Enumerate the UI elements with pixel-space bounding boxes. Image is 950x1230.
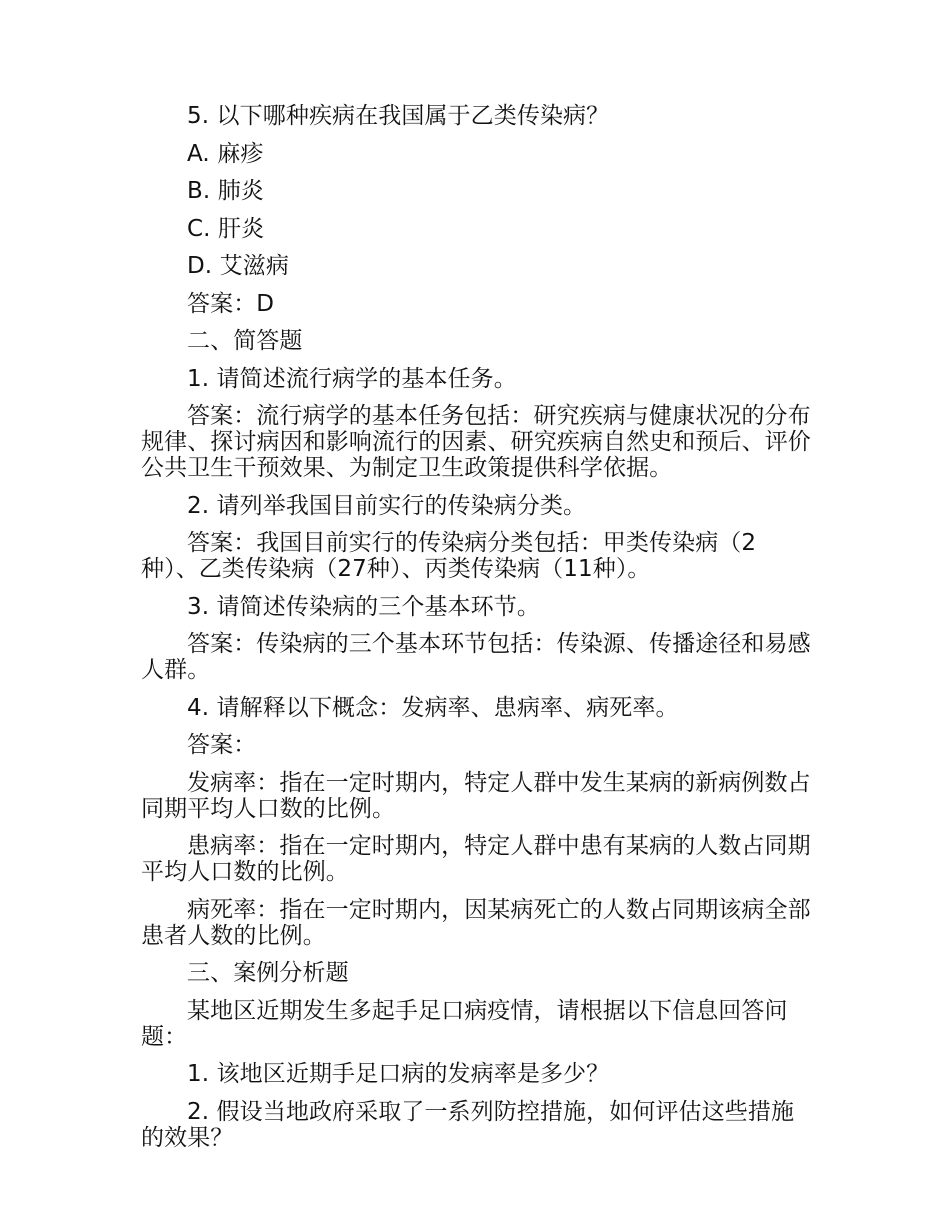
document-body	[141, 103, 811, 1162]
short-answer-3: 答案：传染病的三个基本环节包括：传染源、传播途径和易感人群。	[141, 631, 811, 683]
definition-incidence-rate: 发病率：指在一定时期内，特定人群中发生某病的新病例数占同期平均人口数的比例。	[141, 769, 811, 822]
short-question-4: 4. 请解释以下概念：发病率、患病率、病死率。	[187, 694, 679, 721]
case-question-1: 1. 该地区近期手足口病的发病率是多少？	[187, 1061, 610, 1087]
short-answer-1: 答案：流行病学的基本任务包括：研究疾病与健康状况的分布规律、探讨病因和影响流行的因素、研究疾病自然史和预后、评价公共卫生干预效果、为制定卫生政策提供科学依据。	[141, 403, 811, 481]
case-question-2: 2. 假设当地政府采取了一系列防控措施，如何评估这些措施的效果？	[141, 1098, 795, 1151]
option-c: C. 肝炎	[187, 215, 265, 242]
section-heading-case-analysis: 三、案例分析题	[187, 960, 349, 986]
option-b: B. 肺炎	[187, 178, 264, 204]
answer-5: 答案：D	[187, 290, 275, 317]
short-question-1: 1. 请简述流行病学的基本任务。	[187, 365, 517, 392]
option-a: A. 麻疹	[187, 140, 264, 167]
case-intro: 某地区近期发生多起手足口病疫情，请根据以下信息回答问题：	[141, 997, 788, 1050]
option-d: D. 艾滋病	[187, 253, 289, 279]
short-question-3: 3. 请简述传染病的三个基本环节。	[187, 593, 540, 620]
question-5: 5. 以下哪种疾病在我国属于乙类传染病？	[187, 103, 610, 129]
short-answer-4-label: 答案：	[187, 732, 257, 758]
definition-case-fatality-rate: 病死率：指在一定时期内，因某病死亡的人数占同期该病全部患者人数的比例。	[141, 896, 811, 949]
section-heading-short-answer: 二、简答题	[187, 328, 303, 354]
short-question-2: 2. 请列举我国目前实行的传染病分类。	[187, 492, 587, 519]
short-answer-2: 答案：我国目前实行的传染病分类包括：甲类传染病（2种）、乙类传染病（27种）、丙类传染病（11种）。	[141, 530, 757, 582]
definition-prevalence-rate: 患病率：指在一定时期内，特定人群中患有某病的人数占同期平均人口数的比例。	[141, 833, 811, 885]
